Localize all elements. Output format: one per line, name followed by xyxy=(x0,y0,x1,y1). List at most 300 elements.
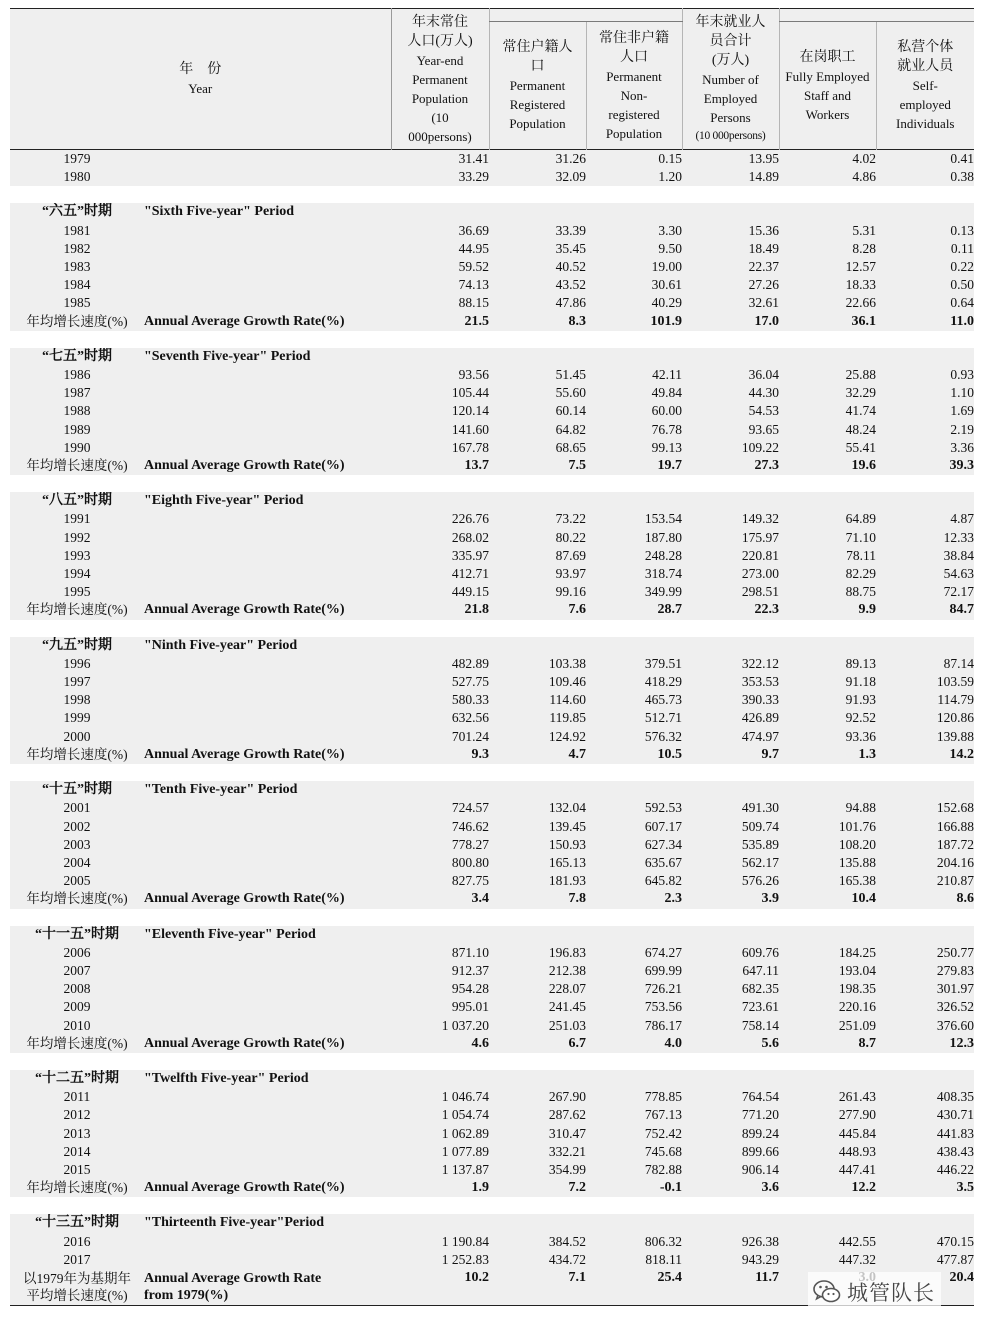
value-cell: 782.88 xyxy=(586,1161,682,1179)
table-row xyxy=(10,1233,974,1251)
empty-cell xyxy=(489,781,586,799)
value-cell: 778.27 xyxy=(391,836,489,854)
value-cell: 261.43 xyxy=(779,1088,876,1106)
growth-rate-value: 11.0 xyxy=(876,313,974,331)
value-cell: 470.15 xyxy=(876,1233,974,1251)
value-cell: 0.50 xyxy=(876,276,974,294)
value-cell: 108.20 xyxy=(779,836,876,854)
period-label-en: "Twelfth Five-year" Period xyxy=(144,1070,391,1088)
table-row xyxy=(10,854,974,872)
empty-cell xyxy=(586,781,682,799)
value-cell: 33.29 xyxy=(391,168,489,186)
value-cell: 91.18 xyxy=(779,673,876,691)
value-cell: 1.10 xyxy=(876,384,974,402)
empty-cell xyxy=(489,1070,586,1088)
table-header xyxy=(10,9,974,150)
period-label-zh: “十一五”时期 xyxy=(10,926,144,944)
value-cell: 699.99 xyxy=(586,962,682,980)
empty-cell xyxy=(876,637,974,655)
value-cell: 353.53 xyxy=(682,673,779,691)
year-label: 2011 xyxy=(10,1088,144,1106)
value-cell: 482.89 xyxy=(391,655,489,673)
table-row xyxy=(10,384,974,402)
value-cell: 91.93 xyxy=(779,691,876,709)
value-cell: 647.11 xyxy=(682,962,779,980)
header-line: 员合计 xyxy=(709,33,752,49)
period-heading-row xyxy=(10,203,974,221)
value-cell: 40.29 xyxy=(586,294,682,312)
value-cell: 576.26 xyxy=(682,872,779,890)
header-line: Permanent xyxy=(412,71,468,87)
period-label-zh: “十二五”时期 xyxy=(10,1070,144,1088)
spacer-cell xyxy=(10,1197,974,1214)
value-cell: 64.82 xyxy=(489,421,586,439)
value-cell: 49.84 xyxy=(586,384,682,402)
growth-rate-label-en: Annual Average Growth Rate(%) xyxy=(144,457,391,475)
value-cell: 89.13 xyxy=(779,655,876,673)
empty-cell xyxy=(144,366,391,384)
value-cell: 165.38 xyxy=(779,872,876,890)
empty-cell xyxy=(682,1214,779,1232)
employment-group-spacer xyxy=(779,9,974,22)
empty-cell xyxy=(682,926,779,944)
label-line: Annual Average Growth Rate xyxy=(144,1270,322,1286)
period-label-en: "Eighth Five-year" Period xyxy=(144,492,391,510)
empty-cell xyxy=(586,637,682,655)
growth-rate-row xyxy=(10,746,974,764)
period-label-en: "Sixth Five-year" Period xyxy=(144,203,391,221)
empty-cell xyxy=(682,348,779,366)
empty-cell xyxy=(489,637,586,655)
year-label: 1992 xyxy=(10,529,144,547)
value-cell: 724.57 xyxy=(391,799,489,817)
value-cell: 335.97 xyxy=(391,547,489,565)
value-cell: 55.60 xyxy=(489,384,586,402)
header-line: Registered xyxy=(509,97,566,112)
value-cell: 124.92 xyxy=(489,728,586,746)
table-row xyxy=(10,980,974,998)
header-line: Individuals xyxy=(896,116,955,131)
empty-cell xyxy=(144,1161,391,1179)
growth-rate-value: 25.4 xyxy=(586,1269,682,1306)
growth-rate-label-zh: 年均增长速度(%) xyxy=(10,1179,144,1197)
value-cell: 226.76 xyxy=(391,510,489,528)
year-label: 1997 xyxy=(10,673,144,691)
value-cell: 527.75 xyxy=(391,673,489,691)
year-label: 2001 xyxy=(10,799,144,817)
growth-rate-value: 7.5 xyxy=(489,457,586,475)
value-cell: 445.84 xyxy=(779,1125,876,1143)
value-cell: 512.71 xyxy=(586,709,682,727)
empty-cell xyxy=(682,637,779,655)
table-row xyxy=(10,421,974,439)
header-line: Year-end xyxy=(416,52,464,68)
value-cell: 871.10 xyxy=(391,944,489,962)
header-line: 年末常住 xyxy=(412,14,468,30)
wechat-icon xyxy=(812,1278,842,1306)
year-label: 2007 xyxy=(10,962,144,980)
section-spacer xyxy=(10,186,974,203)
value-cell: 726.21 xyxy=(586,980,682,998)
header-line: Population xyxy=(605,125,663,141)
employed-persons-header xyxy=(682,9,779,150)
value-cell: 73.22 xyxy=(489,510,586,528)
header-line: Number of xyxy=(702,71,759,87)
empty-cell xyxy=(144,384,391,402)
value-cell: 220.81 xyxy=(682,547,779,565)
value-cell: 166.88 xyxy=(876,818,974,836)
empty-cell xyxy=(144,222,391,240)
value-cell: 51.45 xyxy=(489,366,586,384)
empty-cell xyxy=(391,637,489,655)
growth-rate-value: 19.6 xyxy=(779,457,876,475)
year-label: 2008 xyxy=(10,980,144,998)
value-cell: 31.26 xyxy=(489,150,586,169)
period-label-zh: “九五”时期 xyxy=(10,637,144,655)
value-cell: 390.33 xyxy=(682,691,779,709)
header-line: 年末就业人 xyxy=(695,14,766,30)
table-row xyxy=(10,962,974,980)
table-row xyxy=(10,294,974,312)
value-cell: 609.76 xyxy=(682,944,779,962)
value-cell: 114.79 xyxy=(876,691,974,709)
empty-cell xyxy=(144,962,391,980)
table-row xyxy=(10,1143,974,1161)
value-cell: 87.69 xyxy=(489,547,586,565)
table-row xyxy=(10,583,974,601)
value-cell: 746.62 xyxy=(391,818,489,836)
self-employed-header xyxy=(876,22,974,150)
value-cell: 912.37 xyxy=(391,962,489,980)
year-label: 1999 xyxy=(10,709,144,727)
value-cell: 442.55 xyxy=(779,1233,876,1251)
value-cell: 1 077.89 xyxy=(391,1143,489,1161)
empty-cell xyxy=(144,872,391,890)
value-cell: 68.65 xyxy=(489,439,586,457)
value-cell: 150.93 xyxy=(489,836,586,854)
empty-cell xyxy=(144,565,391,583)
value-cell: 120.86 xyxy=(876,709,974,727)
value-cell: 430.71 xyxy=(876,1106,974,1124)
label-line: 平均增长速度(%) xyxy=(26,1287,128,1303)
value-cell: 198.35 xyxy=(779,980,876,998)
value-cell: 5.31 xyxy=(779,222,876,240)
value-cell: 418.29 xyxy=(586,673,682,691)
growth-rate-value: 14.2 xyxy=(876,746,974,764)
growth-rate-label-en: Annual Average Growth Rate(%) xyxy=(144,746,391,764)
header-line: Staff and xyxy=(803,87,852,103)
value-cell: 818.11 xyxy=(586,1251,682,1269)
section-spacer xyxy=(10,1053,974,1070)
empty-cell xyxy=(144,1233,391,1251)
value-cell: 12.57 xyxy=(779,258,876,276)
value-cell: 0.93 xyxy=(876,366,974,384)
value-cell: 82.29 xyxy=(779,565,876,583)
growth-rate-label-zh: 年均增长速度(%) xyxy=(10,746,144,764)
value-cell: 0.64 xyxy=(876,294,974,312)
empty-cell xyxy=(144,547,391,565)
growth-rate-value: 84.7 xyxy=(876,601,974,619)
value-cell: 580.33 xyxy=(391,691,489,709)
empty-cell xyxy=(779,203,876,221)
empty-cell xyxy=(144,1017,391,1035)
growth-rate-value: 9.3 xyxy=(391,746,489,764)
year-label: 2003 xyxy=(10,836,144,854)
table-body xyxy=(10,150,974,1306)
year-label: 1994 xyxy=(10,565,144,583)
value-cell: 645.82 xyxy=(586,872,682,890)
empty-cell xyxy=(144,1125,391,1143)
empty-cell xyxy=(144,799,391,817)
value-cell: 1 137.87 xyxy=(391,1161,489,1179)
value-cell: 92.52 xyxy=(779,709,876,727)
empty-cell xyxy=(489,492,586,510)
value-cell: 723.61 xyxy=(682,998,779,1016)
growth-rate-value: 21.8 xyxy=(391,601,489,619)
year-column-header xyxy=(10,9,391,150)
registered-population-header xyxy=(489,22,586,150)
value-cell: 745.68 xyxy=(586,1143,682,1161)
period-heading-row xyxy=(10,1214,974,1232)
growth-rate-value: 6.7 xyxy=(489,1035,586,1053)
empty-cell xyxy=(144,1106,391,1124)
value-cell: 4.87 xyxy=(876,510,974,528)
value-cell: 187.72 xyxy=(876,836,974,854)
value-cell: 310.47 xyxy=(489,1125,586,1143)
value-cell: 752.42 xyxy=(586,1125,682,1143)
value-cell: 1 037.20 xyxy=(391,1017,489,1035)
year-label: 1985 xyxy=(10,294,144,312)
table-row xyxy=(10,799,974,817)
section-spacer xyxy=(10,1197,974,1214)
year-label: 1998 xyxy=(10,691,144,709)
value-cell: 251.03 xyxy=(489,1017,586,1035)
value-cell: 509.74 xyxy=(682,818,779,836)
growth-rate-value: 10.2 xyxy=(391,1269,489,1306)
year-label: 2002 xyxy=(10,818,144,836)
header-line: 口 xyxy=(530,59,545,74)
value-cell: 354.99 xyxy=(489,1161,586,1179)
table-row xyxy=(10,998,974,1016)
non-registered-population-header xyxy=(586,22,682,150)
empty-cell xyxy=(144,836,391,854)
value-cell: 674.27 xyxy=(586,944,682,962)
growth-rate-label-en: Annual Average Growth Rate(%) xyxy=(144,313,391,331)
growth-rate-value: 101.9 xyxy=(586,313,682,331)
table-row xyxy=(10,728,974,746)
value-cell: 114.60 xyxy=(489,691,586,709)
value-cell: 153.54 xyxy=(586,510,682,528)
growth-rate-row xyxy=(10,313,974,331)
empty-cell xyxy=(586,203,682,221)
period-label-en: "Eleventh Five-year" Period xyxy=(144,926,391,944)
table-row xyxy=(10,276,974,294)
value-cell: 273.00 xyxy=(682,565,779,583)
empty-cell xyxy=(144,168,391,186)
value-cell: 1 062.89 xyxy=(391,1125,489,1143)
spacer-cell xyxy=(10,331,974,348)
value-cell: 434.72 xyxy=(489,1251,586,1269)
growth-rate-value: 8.3 xyxy=(489,313,586,331)
growth-rate-value: 4.7 xyxy=(489,746,586,764)
growth-rate-value: 20.4 xyxy=(876,1269,974,1306)
empty-cell xyxy=(876,348,974,366)
value-cell: 1 252.83 xyxy=(391,1251,489,1269)
value-cell: 465.73 xyxy=(586,691,682,709)
growth-rate-value: 11.7 xyxy=(682,1269,779,1306)
value-cell: 287.62 xyxy=(489,1106,586,1124)
table-row xyxy=(10,1161,974,1179)
label-line: from 1979(%) xyxy=(144,1287,229,1303)
growth-rate-value: 1.3 xyxy=(779,746,876,764)
empty-cell xyxy=(144,944,391,962)
empty-cell xyxy=(144,818,391,836)
spacer-cell xyxy=(10,909,974,926)
period-heading-row xyxy=(10,348,974,366)
value-cell: 47.86 xyxy=(489,294,586,312)
value-cell: 48.24 xyxy=(779,421,876,439)
value-cell: 15.36 xyxy=(682,222,779,240)
growth-rate-value: 8.6 xyxy=(876,890,974,908)
value-cell: 899.66 xyxy=(682,1143,779,1161)
table-row xyxy=(10,836,974,854)
value-cell: 60.14 xyxy=(489,402,586,420)
value-cell: 438.43 xyxy=(876,1143,974,1161)
empty-cell xyxy=(586,492,682,510)
empty-cell xyxy=(144,1088,391,1106)
empty-cell xyxy=(144,240,391,258)
spacer-cell xyxy=(10,1053,974,1070)
value-cell: 301.97 xyxy=(876,980,974,998)
growth-rate-value: 12.3 xyxy=(876,1035,974,1053)
empty-cell xyxy=(144,439,391,457)
growth-rate-row xyxy=(10,890,974,908)
spacer-cell xyxy=(10,620,974,637)
table-row xyxy=(10,529,974,547)
header-line: Workers xyxy=(805,106,850,122)
growth-rate-label-en: Annual Average Growth Rate(%) xyxy=(144,1035,391,1053)
section-spacer xyxy=(10,764,974,781)
table-row xyxy=(10,222,974,240)
header-line: 私营个体 xyxy=(897,40,954,55)
year-label: 1996 xyxy=(10,655,144,673)
year-header-zh: 年 份 xyxy=(179,62,222,77)
period-label-zh: “十五”时期 xyxy=(10,781,144,799)
header-line: (万人) xyxy=(711,52,750,68)
value-cell: 14.89 xyxy=(682,168,779,186)
empty-cell xyxy=(779,1070,876,1088)
value-cell: 627.34 xyxy=(586,836,682,854)
growth-rate-row xyxy=(10,601,974,619)
watermark xyxy=(808,1272,941,1312)
table-row xyxy=(10,150,974,169)
empty-cell xyxy=(391,203,489,221)
value-cell: 228.07 xyxy=(489,980,586,998)
year-label: 1984 xyxy=(10,276,144,294)
value-cell: 132.04 xyxy=(489,799,586,817)
year-label: 2016 xyxy=(10,1233,144,1251)
section-spacer xyxy=(10,475,974,492)
table-row xyxy=(10,1017,974,1035)
empty-cell xyxy=(876,492,974,510)
value-cell: 753.56 xyxy=(586,998,682,1016)
empty-cell xyxy=(144,673,391,691)
base-growth-label-en xyxy=(144,1269,391,1306)
value-cell: 800.80 xyxy=(391,854,489,872)
value-cell: 241.45 xyxy=(489,998,586,1016)
value-cell: 279.83 xyxy=(876,962,974,980)
empty-cell xyxy=(144,691,391,709)
value-cell: 954.28 xyxy=(391,980,489,998)
table-row xyxy=(10,1088,974,1106)
value-cell: 109.22 xyxy=(682,439,779,457)
growth-rate-value: 3.4 xyxy=(391,890,489,908)
period-heading-row xyxy=(10,926,974,944)
value-cell: 22.37 xyxy=(682,258,779,276)
empty-cell xyxy=(144,529,391,547)
table-row xyxy=(10,258,974,276)
empty-cell xyxy=(876,781,974,799)
value-cell: 212.38 xyxy=(489,962,586,980)
table-row xyxy=(10,1125,974,1143)
empty-cell xyxy=(391,492,489,510)
value-cell: 0.15 xyxy=(586,150,682,169)
year-label: 2013 xyxy=(10,1125,144,1143)
growth-rate-label-en: Annual Average Growth Rate(%) xyxy=(144,890,391,908)
section-spacer xyxy=(10,620,974,637)
empty-cell xyxy=(586,1070,682,1088)
value-cell: 268.02 xyxy=(391,529,489,547)
value-cell: 426.89 xyxy=(682,709,779,727)
value-cell: 906.14 xyxy=(682,1161,779,1179)
value-cell: 59.52 xyxy=(391,258,489,276)
header-line: Population xyxy=(411,90,469,106)
value-cell: 250.77 xyxy=(876,944,974,962)
growth-rate-label-en: Annual Average Growth Rate(%) xyxy=(144,601,391,619)
empty-cell xyxy=(876,1214,974,1232)
empty-cell xyxy=(682,203,779,221)
period-label-zh: “八五”时期 xyxy=(10,492,144,510)
growth-rate-value: 9.7 xyxy=(682,746,779,764)
header-line: (10 xyxy=(431,109,449,125)
value-cell: 193.04 xyxy=(779,962,876,980)
value-cell: 71.10 xyxy=(779,529,876,547)
value-cell: 899.24 xyxy=(682,1125,779,1143)
empty-cell xyxy=(391,1214,489,1232)
value-cell: 0.13 xyxy=(876,222,974,240)
value-cell: 1 190.84 xyxy=(391,1233,489,1251)
value-cell: 25.88 xyxy=(779,366,876,384)
header-line: 常住非户籍 xyxy=(599,30,669,46)
value-cell: 44.30 xyxy=(682,384,779,402)
value-cell: 38.84 xyxy=(876,547,974,565)
period-label-zh: “六五”时期 xyxy=(10,203,144,221)
table-row xyxy=(10,818,974,836)
year-label: 1981 xyxy=(10,222,144,240)
year-header-en: Year xyxy=(188,81,213,96)
growth-rate-row xyxy=(10,1035,974,1053)
value-cell: 99.16 xyxy=(489,583,586,601)
table-row xyxy=(10,240,974,258)
value-cell: 0.11 xyxy=(876,240,974,258)
growth-rate-value: 7.2 xyxy=(489,1179,586,1197)
empty-cell xyxy=(391,926,489,944)
empty-cell xyxy=(144,1251,391,1269)
value-cell: 771.20 xyxy=(682,1106,779,1124)
growth-rate-value: 7.8 xyxy=(489,890,586,908)
empty-cell xyxy=(144,728,391,746)
empty-cell xyxy=(144,150,391,169)
